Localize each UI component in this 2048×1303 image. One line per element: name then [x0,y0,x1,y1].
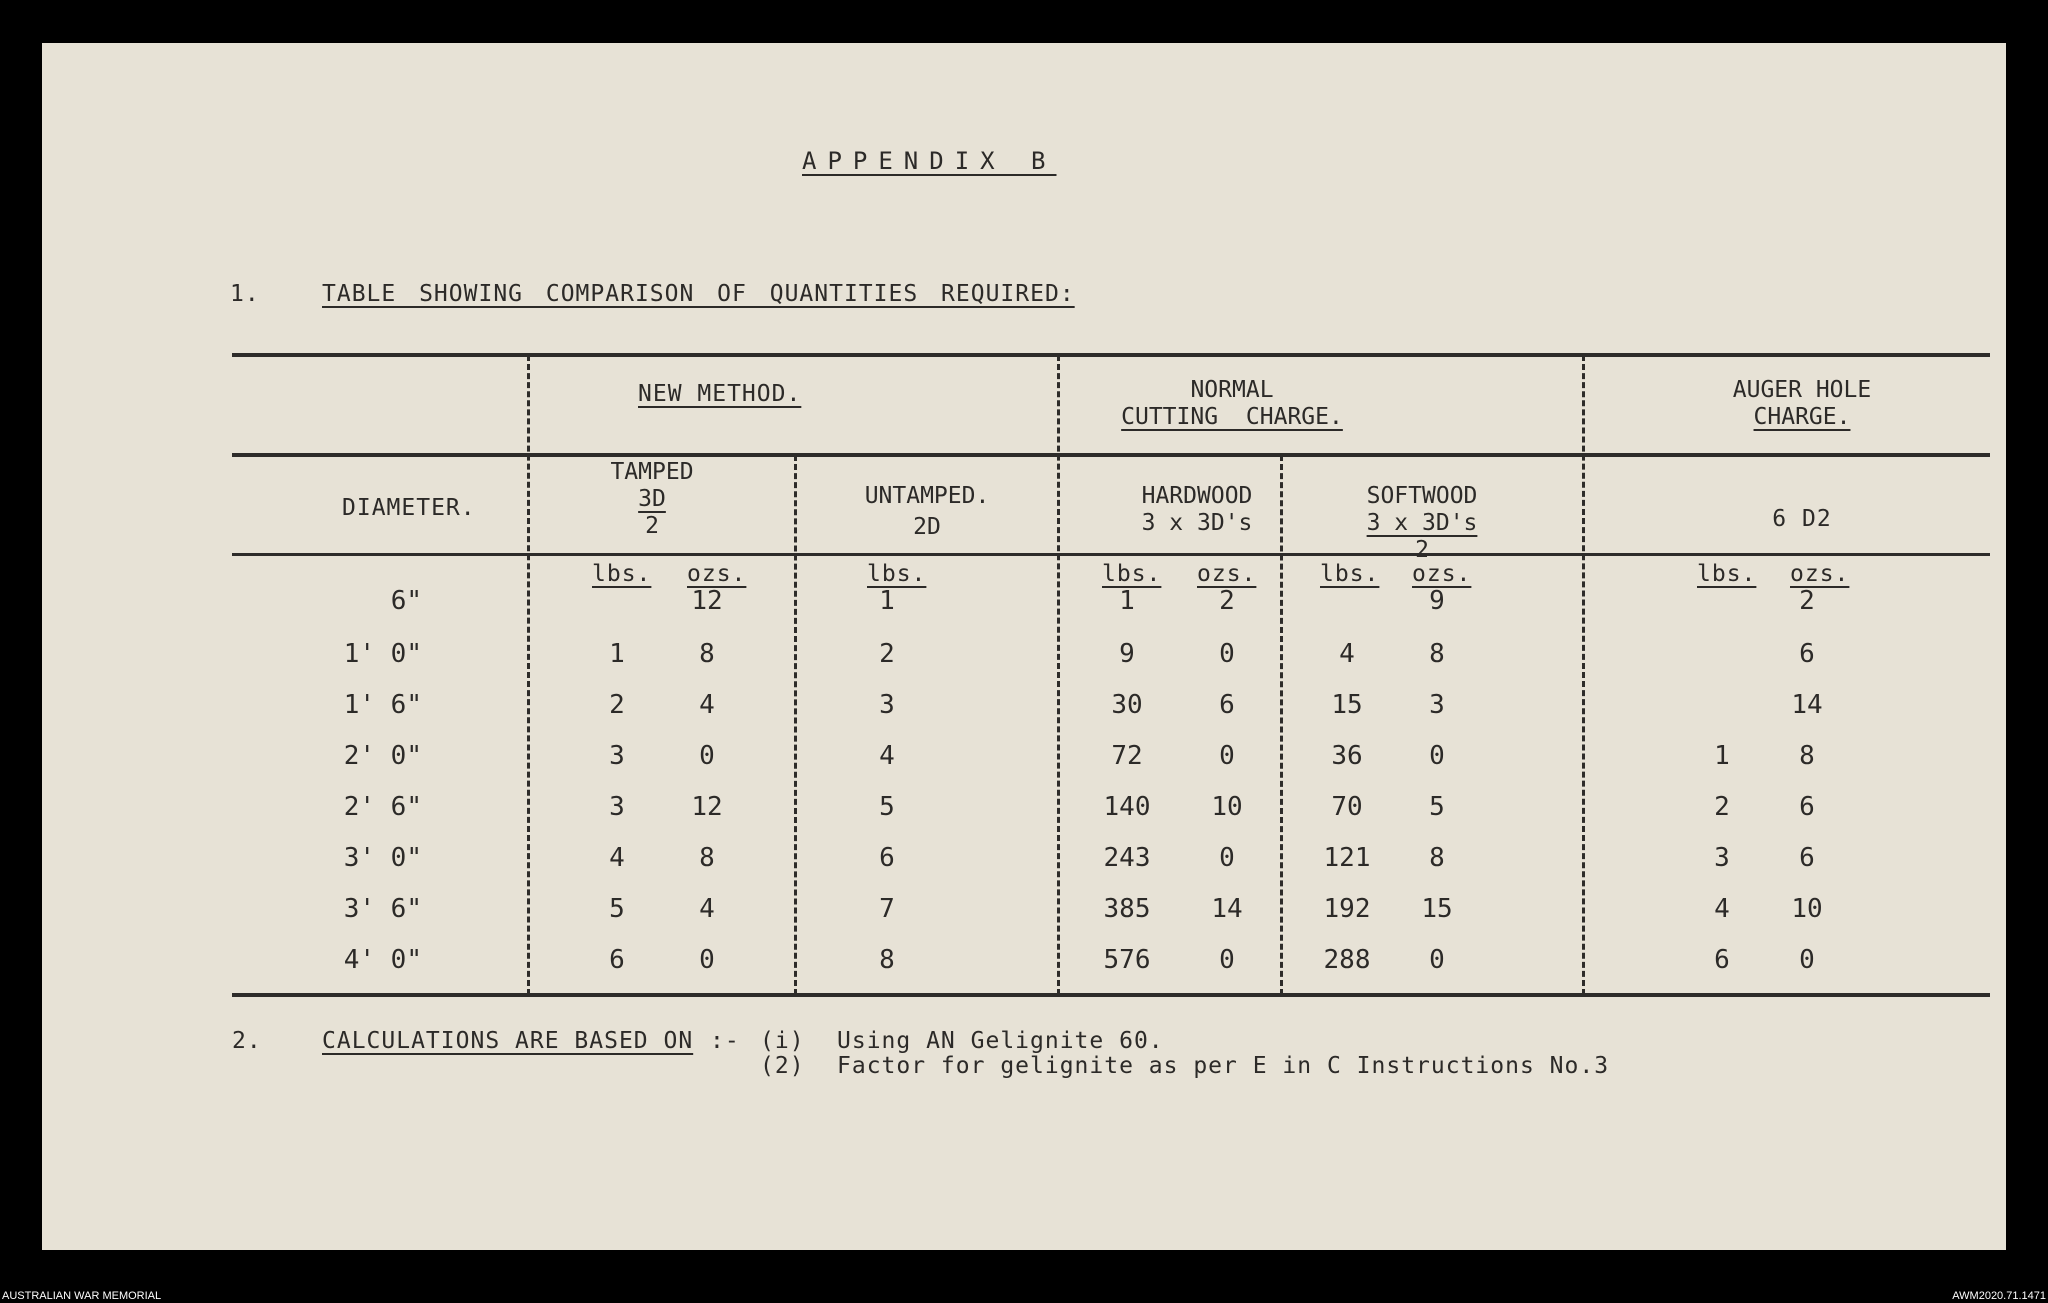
unit-tamped-lbs: lbs. [592,561,652,587]
cell-untamped-lbs: 2 [879,639,895,669]
cell-auger-lbs: 2 [1714,792,1730,822]
cell-soft-lbs: 15 [1331,690,1363,720]
cell-soft-lbs: 192 [1323,894,1371,924]
cell-hard-lbs: 9 [1119,639,1135,669]
group-new-method: NEW METHOD. [638,381,802,407]
cell-auger-ozs: 14 [1791,690,1823,720]
cell-auger-lbs: 1 [1714,741,1730,771]
cell-tamped-ozs: 4 [699,894,715,924]
cell-hard-lbs: 140 [1103,792,1151,822]
cell-hard-ozs: 2 [1219,586,1235,616]
cell-auger-lbs: 6 [1714,945,1730,975]
cell-hard-ozs: 0 [1219,639,1235,669]
cell-soft-ozs: 8 [1429,843,1445,873]
cell-untamped-lbs: 3 [879,690,895,720]
document-page [42,43,2006,1250]
header-auger-formula: 6 D2 [1772,506,1832,532]
col-divider-new-method [1057,355,1060,995]
header-hardwood [1122,483,1272,537]
cell-untamped-lbs: 1 [879,586,895,616]
cell-tamped-ozs: 8 [699,639,715,669]
col-divider-hardwood [1280,455,1283,995]
cell-hard-ozs: 6 [1219,690,1235,720]
header-untamped [842,483,1012,541]
unit-hardwood-ozs: ozs. [1197,561,1257,587]
section-2-heading: CALCULATIONS ARE BASED ON [322,1028,694,1054]
cell-untamped-lbs: 7 [879,894,895,924]
cell-tamped-lbs: 4 [609,843,625,873]
cell-auger-ozs: 2 [1799,586,1815,616]
cell-tamped-ozs: 12 [691,792,723,822]
col-divider-diameter [527,355,530,995]
cell-hard-lbs: 576 [1103,945,1151,975]
unit-softwood-lbs: lbs. [1320,561,1380,587]
cell-untamped-lbs: 6 [879,843,895,873]
cell-diameter: 3' 6" [343,894,422,924]
normal-line-2: CUTTING CHARGE. [1121,404,1343,430]
cell-soft-ozs: 9 [1429,586,1445,616]
cell-auger-ozs: 8 [1799,741,1815,771]
document-title: APPENDIX B [802,147,1057,175]
section-2-number: 2. [232,1028,262,1054]
unit-softwood-ozs: ozs. [1412,561,1472,587]
cell-hard-ozs: 0 [1219,741,1235,771]
softwood-formula: 3 x 3D's [1366,510,1478,536]
cell-auger-ozs: 6 [1799,843,1815,873]
cell-hard-lbs: 243 [1103,843,1151,873]
cell-soft-lbs: 288 [1323,945,1371,975]
cell-diameter: 2' 0" [343,741,422,771]
cell-tamped-ozs: 12 [691,586,723,616]
footer-left: AUSTRALIAN WAR MEMORIAL [2,1290,162,1302]
cell-auger-lbs: 3 [1714,843,1730,873]
cell-tamped-lbs: 2 [609,690,625,720]
cell-tamped-lbs: 5 [609,894,625,924]
cell-soft-ozs: 15 [1421,894,1453,924]
cell-tamped-lbs: 6 [609,945,625,975]
unit-untamped-lbs: lbs. [867,561,927,587]
table-header-rule [232,453,1990,457]
hardwood-label: HARDWOOD [1141,483,1253,509]
cell-tamped-lbs: 3 [609,741,625,771]
normal-line-1: NORMAL [1190,377,1274,403]
col-divider-normal [1582,355,1585,995]
unit-auger-ozs: ozs. [1790,561,1850,587]
cell-diameter: 3' 0" [343,843,422,873]
group-normal-cutting-charge [1082,377,1382,431]
cell-soft-lbs: 4 [1339,639,1355,669]
group-auger-hole-charge [1682,377,1922,431]
tamped-label: TAMPED [610,459,694,485]
tamped-denominator: 2 [645,513,659,539]
tamped-numerator: 3D [638,486,666,512]
header-softwood [1342,483,1502,564]
table-bottom-rule [232,993,1990,997]
cell-auger-ozs: 10 [1791,894,1823,924]
header-tamped [602,459,702,540]
cell-soft-lbs: 36 [1331,741,1363,771]
cell-untamped-lbs: 5 [879,792,895,822]
untamped-formula: 2D [913,514,941,540]
cell-hard-lbs: 72 [1111,741,1143,771]
cell-hard-ozs: 14 [1211,894,1243,924]
cell-hard-lbs: 385 [1103,894,1151,924]
untamped-label: UNTAMPED. [864,483,990,509]
section-2-item-2-text: Factor for gelignite as per E in C Instructions No.3 [837,1053,1610,1079]
cell-soft-ozs: 0 [1429,945,1445,975]
cell-auger-ozs: 6 [1799,639,1815,669]
col-divider-tamped [794,455,797,995]
auger-line-2: CHARGE. [1753,404,1851,430]
cell-tamped-ozs: 8 [699,843,715,873]
cell-hard-ozs: 0 [1219,843,1235,873]
section-2-separator: :- [710,1028,740,1054]
table-top-rule [232,353,1990,357]
header-diameter: DIAMETER. [342,495,476,521]
cell-soft-ozs: 0 [1429,741,1445,771]
cell-soft-ozs: 3 [1429,690,1445,720]
cell-soft-ozs: 5 [1429,792,1445,822]
cell-diameter: 2' 6" [343,792,422,822]
cell-auger-lbs: 4 [1714,894,1730,924]
softwood-denominator: 2 [1415,537,1429,563]
softwood-label: SOFTWOOD [1366,483,1478,509]
cell-tamped-ozs: 4 [699,690,715,720]
cell-auger-ozs: 0 [1799,945,1815,975]
auger-line-1: AUGER HOLE [1732,377,1872,403]
cell-hard-lbs: 1 [1119,586,1135,616]
section-2-item-1-text: Using AN Gelignite 60. [837,1028,1164,1054]
cell-hard-ozs: 10 [1211,792,1243,822]
cell-soft-ozs: 8 [1429,639,1445,669]
cell-soft-lbs: 70 [1331,792,1363,822]
cell-untamped-lbs: 4 [879,741,895,771]
cell-hard-lbs: 30 [1111,690,1143,720]
section-1-number: 1. [230,281,260,307]
cell-untamped-lbs: 8 [879,945,895,975]
cell-diameter: 1' 6" [343,690,422,720]
table-subheader-rule [232,553,1990,556]
section-2-item-2-marker: (2) [760,1053,805,1079]
cell-tamped-ozs: 0 [699,945,715,975]
cell-tamped-lbs: 3 [609,792,625,822]
cell-soft-lbs: 121 [1323,843,1371,873]
cell-diameter: 6" [390,586,422,616]
cell-tamped-lbs: 1 [609,639,625,669]
section-1-heading: TABLE SHOWING COMPARISON OF QUANTITIES REQUIRED: [322,281,1075,307]
hardwood-formula: 3 x 3D's [1141,510,1253,536]
cell-hard-ozs: 0 [1219,945,1235,975]
footer-right: AWM2020.71.1471 [1952,1290,2046,1302]
section-2-item-1-marker: (i) [760,1028,805,1054]
unit-tamped-ozs: ozs. [687,561,747,587]
cell-diameter: 4' 0" [343,945,422,975]
unit-hardwood-lbs: lbs. [1102,561,1162,587]
cell-auger-ozs: 6 [1799,792,1815,822]
cell-tamped-ozs: 0 [699,741,715,771]
cell-diameter: 1' 0" [343,639,422,669]
unit-auger-lbs: lbs. [1697,561,1757,587]
